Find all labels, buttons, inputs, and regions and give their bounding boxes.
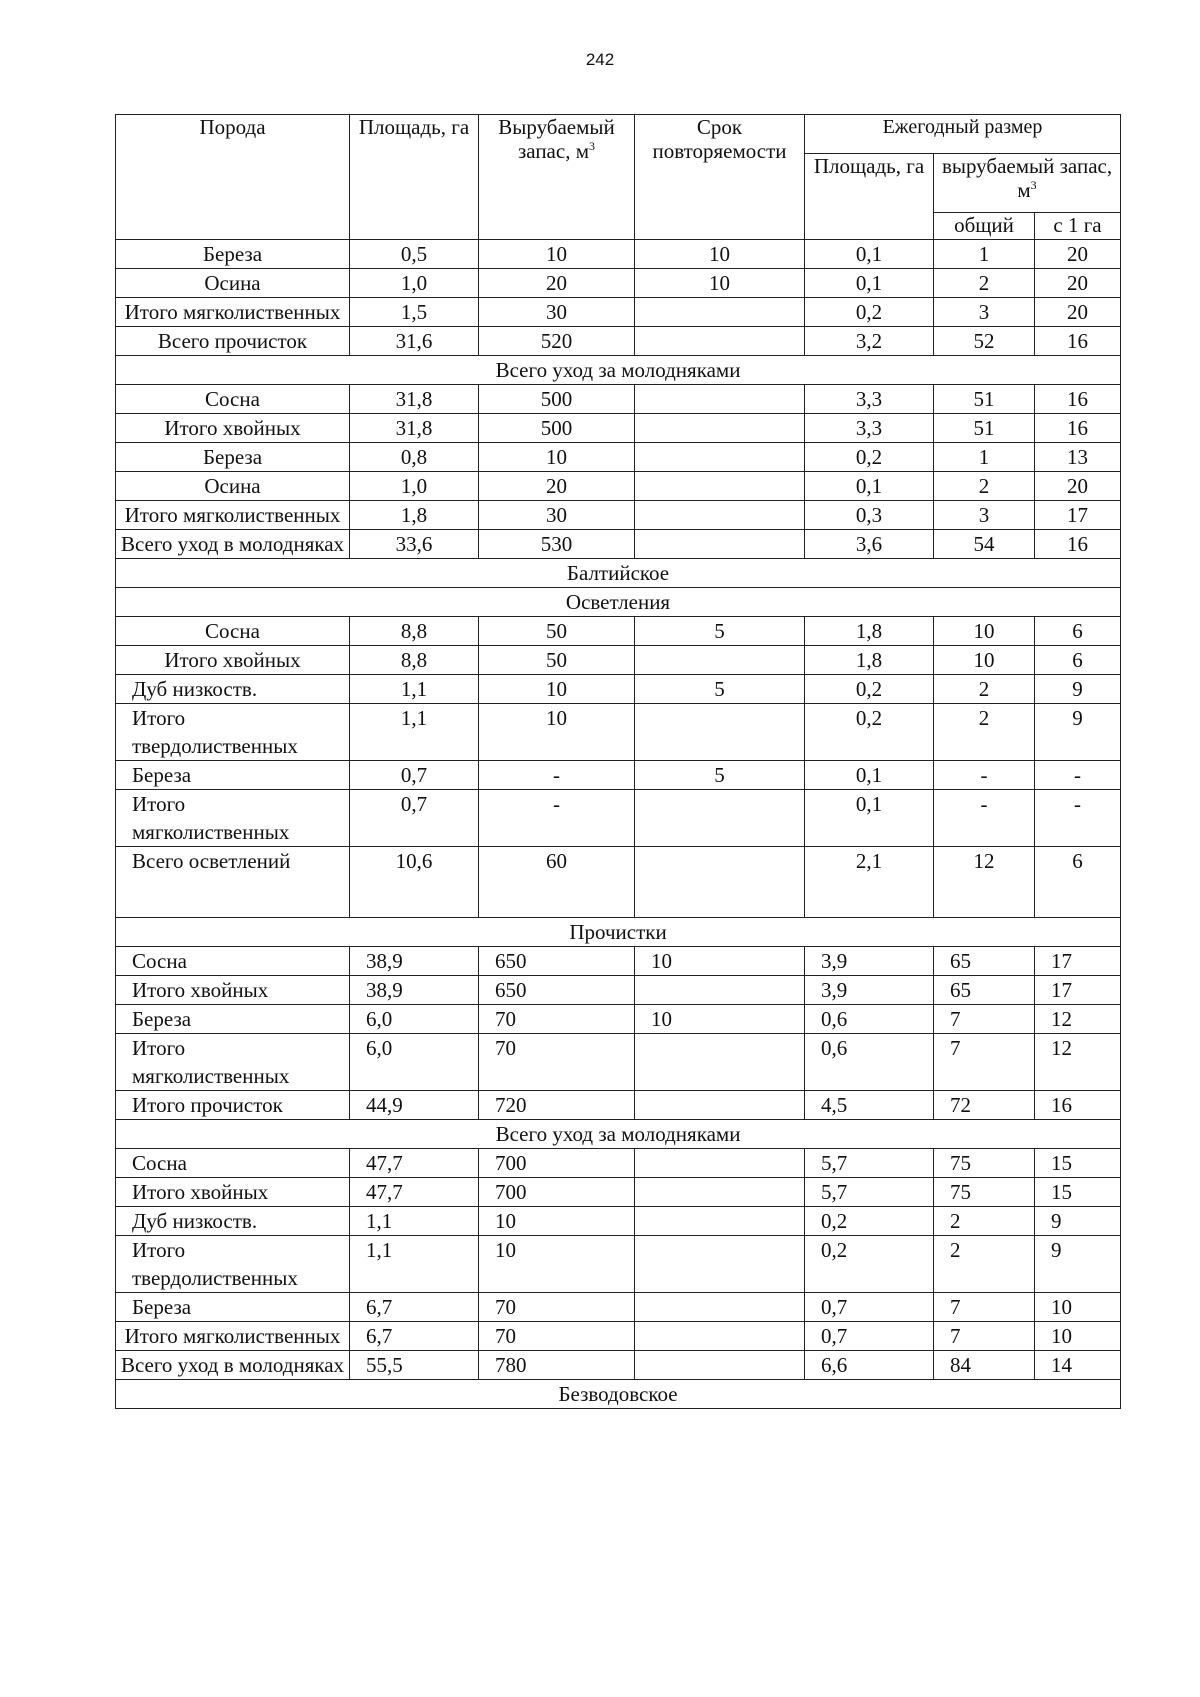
annual-total-cell: 3 — [934, 298, 1035, 327]
header-annual-total: общий — [934, 213, 1035, 240]
table-row — [116, 1149, 1121, 1178]
stock-cell: 10 — [479, 704, 635, 761]
table-row — [116, 646, 1121, 675]
annual-area-cell: 0,7 — [805, 1322, 934, 1351]
stock-cell: 10 — [479, 443, 635, 472]
table-row — [116, 1293, 1121, 1322]
breed-cell: Итого мягколиственных — [116, 790, 350, 847]
area-cell: 0,8 — [350, 443, 479, 472]
period-cell — [635, 501, 805, 530]
annual-per-ha-cell: - — [1035, 761, 1121, 790]
annual-per-ha-cell: 20 — [1035, 472, 1121, 501]
area-cell: 1,5 — [350, 298, 479, 327]
logging-table — [115, 114, 1121, 1409]
period-cell — [635, 646, 805, 675]
breed-cell: Дуб низкоств. — [116, 1207, 350, 1236]
table-row — [116, 472, 1121, 501]
header-annual-stock-label: вырубаемый запас, м — [941, 154, 1113, 202]
period-cell — [635, 1322, 805, 1351]
header-annual-stock-sup: 3 — [1030, 178, 1037, 192]
annual-total-cell: 1 — [934, 240, 1035, 269]
area-cell: 0,5 — [350, 240, 479, 269]
annual-per-ha-cell: 13 — [1035, 443, 1121, 472]
annual-area-cell: 0,2 — [805, 443, 934, 472]
annual-area-cell: 3,3 — [805, 414, 934, 443]
breed-cell: Итого хвойных — [116, 1178, 350, 1207]
annual-total-cell: 65 — [934, 947, 1035, 976]
annual-area-cell: 2,1 — [805, 847, 934, 918]
table-row — [116, 269, 1121, 298]
area-cell: 6,0 — [350, 1005, 479, 1034]
breed-cell: Всего осветлений — [116, 847, 350, 918]
period-cell — [635, 385, 805, 414]
annual-area-cell: 5,7 — [805, 1178, 934, 1207]
breed-cell: Всего уход в молодняках — [116, 530, 350, 559]
area-cell: 38,9 — [350, 947, 479, 976]
annual-area-cell: 0,1 — [805, 269, 934, 298]
annual-area-cell: 0,1 — [805, 472, 934, 501]
table-row — [116, 385, 1121, 414]
period-cell: 10 — [635, 269, 805, 298]
annual-total-cell: 2 — [934, 704, 1035, 761]
area-cell: 6,0 — [350, 1034, 479, 1091]
annual-area-cell: 6,6 — [805, 1351, 934, 1380]
annual-per-ha-cell: 16 — [1035, 530, 1121, 559]
stock-cell: 530 — [479, 530, 635, 559]
annual-area-cell: 3,6 — [805, 530, 934, 559]
stock-cell: 70 — [479, 1034, 635, 1091]
annual-total-cell: 72 — [934, 1091, 1035, 1120]
annual-total-cell: 52 — [934, 327, 1035, 356]
annual-area-cell: 3,9 — [805, 947, 934, 976]
area-cell: 31,8 — [350, 385, 479, 414]
stock-cell: 30 — [479, 298, 635, 327]
table-row — [116, 1351, 1121, 1380]
section-title: Безводовское — [116, 1380, 1121, 1409]
area-cell: 47,7 — [350, 1149, 479, 1178]
stock-cell: 70 — [479, 1322, 635, 1351]
annual-total-cell: 65 — [934, 976, 1035, 1005]
table-row — [116, 240, 1121, 269]
period-cell: 10 — [635, 1005, 805, 1034]
breed-cell: Итого хвойных — [116, 414, 350, 443]
period-cell — [635, 1091, 805, 1120]
breed-cell: Всего уход в молодняках — [116, 1351, 350, 1380]
period-cell — [635, 976, 805, 1005]
area-cell: 8,8 — [350, 617, 479, 646]
annual-area-cell: 0,1 — [805, 761, 934, 790]
annual-per-ha-cell: 15 — [1035, 1149, 1121, 1178]
annual-per-ha-cell: 10 — [1035, 1322, 1121, 1351]
annual-per-ha-cell: 9 — [1035, 675, 1121, 704]
area-cell: 1,0 — [350, 269, 479, 298]
header-period: Срок повторяемости — [635, 115, 805, 240]
stock-cell: 700 — [479, 1178, 635, 1207]
area-cell: 0,7 — [350, 761, 479, 790]
annual-area-cell: 0,6 — [805, 1005, 934, 1034]
annual-area-cell: 3,2 — [805, 327, 934, 356]
annual-total-cell: 2 — [934, 269, 1035, 298]
header-area: Площадь, га — [350, 115, 479, 240]
period-cell: 5 — [635, 617, 805, 646]
breed-cell: Итого мягколиственных — [116, 1034, 350, 1091]
area-cell: 1,1 — [350, 1236, 479, 1293]
stock-cell: 70 — [479, 1293, 635, 1322]
annual-per-ha-cell: 16 — [1035, 385, 1121, 414]
annual-per-ha-cell: 17 — [1035, 501, 1121, 530]
annual-total-cell: 10 — [934, 617, 1035, 646]
table-row — [116, 1034, 1121, 1091]
stock-cell: 650 — [479, 947, 635, 976]
period-cell — [635, 298, 805, 327]
annual-area-cell: 3,3 — [805, 385, 934, 414]
annual-area-cell: 0,6 — [805, 1034, 934, 1091]
annual-per-ha-cell: 20 — [1035, 240, 1121, 269]
annual-total-cell: 54 — [934, 530, 1035, 559]
table-header — [116, 115, 1121, 240]
breed-cell: Береза — [116, 240, 350, 269]
annual-per-ha-cell: 16 — [1035, 1091, 1121, 1120]
area-cell: 31,8 — [350, 414, 479, 443]
breed-cell: Осина — [116, 269, 350, 298]
period-cell — [635, 790, 805, 847]
section-title-row — [116, 918, 1121, 947]
stock-cell: 50 — [479, 617, 635, 646]
annual-total-cell: 2 — [934, 1207, 1035, 1236]
breed-cell: Итого хвойных — [116, 976, 350, 1005]
annual-area-cell: 1,8 — [805, 617, 934, 646]
period-cell: 10 — [635, 240, 805, 269]
breed-cell: Сосна — [116, 385, 350, 414]
annual-total-cell: 51 — [934, 414, 1035, 443]
annual-area-cell: 0,7 — [805, 1293, 934, 1322]
annual-per-ha-cell: 6 — [1035, 617, 1121, 646]
annual-total-cell: 7 — [934, 1005, 1035, 1034]
section-title-row — [116, 588, 1121, 617]
breed-cell: Итого твердолиственных — [116, 704, 350, 761]
area-cell: 44,9 — [350, 1091, 479, 1120]
annual-area-cell: 0,2 — [805, 298, 934, 327]
stock-cell: 650 — [479, 976, 635, 1005]
annual-area-cell: 0,2 — [805, 704, 934, 761]
stock-cell: 70 — [479, 1005, 635, 1034]
header-annual-area: Площадь, га — [805, 154, 934, 240]
table-row — [116, 976, 1121, 1005]
stock-cell: 500 — [479, 385, 635, 414]
section-title-row — [116, 1380, 1121, 1409]
area-cell: 31,6 — [350, 327, 479, 356]
area-cell: 0,7 — [350, 790, 479, 847]
annual-area-cell: 0,2 — [805, 1207, 934, 1236]
annual-total-cell: 2 — [934, 472, 1035, 501]
breed-cell: Дуб низкоств. — [116, 675, 350, 704]
annual-total-cell: 1 — [934, 443, 1035, 472]
period-cell — [635, 1236, 805, 1293]
stock-cell: 500 — [479, 414, 635, 443]
period-cell — [635, 1178, 805, 1207]
annual-total-cell: 3 — [934, 501, 1035, 530]
annual-per-ha-cell: 15 — [1035, 1178, 1121, 1207]
breed-cell: Береза — [116, 1293, 350, 1322]
annual-per-ha-cell: 17 — [1035, 947, 1121, 976]
period-cell — [635, 704, 805, 761]
table-row — [116, 298, 1121, 327]
table-row — [116, 761, 1121, 790]
header-annual-group: Ежегодный размер — [805, 115, 1121, 154]
breed-cell: Сосна — [116, 947, 350, 976]
annual-area-cell: 5,7 — [805, 1149, 934, 1178]
period-cell — [635, 1293, 805, 1322]
header-stock-sup: 3 — [589, 139, 595, 153]
annual-total-cell: 51 — [934, 385, 1035, 414]
area-cell: 47,7 — [350, 1178, 479, 1207]
section-title: Осветления — [116, 588, 1121, 617]
stock-cell: 30 — [479, 501, 635, 530]
stock-cell: - — [479, 761, 635, 790]
table-row — [116, 443, 1121, 472]
breed-cell: Осина — [116, 472, 350, 501]
section-title: Всего уход за молодняками — [116, 356, 1121, 385]
annual-per-ha-cell: 9 — [1035, 1236, 1121, 1293]
area-cell: 1,8 — [350, 501, 479, 530]
period-cell — [635, 1149, 805, 1178]
annual-area-cell: 0,1 — [805, 240, 934, 269]
area-cell: 1,0 — [350, 472, 479, 501]
annual-total-cell: 84 — [934, 1351, 1035, 1380]
table-row — [116, 530, 1121, 559]
annual-per-ha-cell: - — [1035, 790, 1121, 847]
period-cell — [635, 530, 805, 559]
section-title: Прочистки — [116, 918, 1121, 947]
section-title: Балтийское — [116, 559, 1121, 588]
table-row — [116, 1005, 1121, 1034]
area-cell: 55,5 — [350, 1351, 479, 1380]
breed-cell: Сосна — [116, 617, 350, 646]
table-row — [116, 327, 1121, 356]
breed-cell: Береза — [116, 443, 350, 472]
breed-cell: Береза — [116, 761, 350, 790]
annual-area-cell: 0,1 — [805, 790, 934, 847]
breed-cell: Итого хвойных — [116, 646, 350, 675]
annual-area-cell: 0,2 — [805, 675, 934, 704]
breed-cell: Итого мягколиственных — [116, 298, 350, 327]
period-cell — [635, 414, 805, 443]
area-cell: 6,7 — [350, 1293, 479, 1322]
table-body — [116, 240, 1121, 1409]
annual-per-ha-cell: 12 — [1035, 1005, 1121, 1034]
annual-per-ha-cell: 16 — [1035, 414, 1121, 443]
period-cell — [635, 1207, 805, 1236]
annual-per-ha-cell: 6 — [1035, 847, 1121, 918]
stock-cell: 10 — [479, 1207, 635, 1236]
annual-total-cell: 75 — [934, 1178, 1035, 1207]
area-cell: 1,1 — [350, 675, 479, 704]
annual-per-ha-cell: 20 — [1035, 269, 1121, 298]
annual-total-cell: - — [934, 790, 1035, 847]
table-row — [116, 617, 1121, 646]
table-row — [116, 704, 1121, 761]
annual-total-cell: 75 — [934, 1149, 1035, 1178]
annual-total-cell: 7 — [934, 1322, 1035, 1351]
header-stock-label: Вырубаемый запас, м — [498, 115, 615, 163]
annual-per-ha-cell: 14 — [1035, 1351, 1121, 1380]
table-row — [116, 1091, 1121, 1120]
header-annual-stock — [934, 154, 1121, 213]
annual-area-cell: 4,5 — [805, 1091, 934, 1120]
area-cell: 10,6 — [350, 847, 479, 918]
annual-total-cell: 10 — [934, 646, 1035, 675]
annual-per-ha-cell: 17 — [1035, 976, 1121, 1005]
area-cell: 33,6 — [350, 530, 479, 559]
period-cell — [635, 327, 805, 356]
header-stock — [479, 115, 635, 240]
table-row — [116, 1236, 1121, 1293]
header-annual-per-ha: с 1 га — [1035, 213, 1121, 240]
breed-cell: Итого твердолиственных — [116, 1236, 350, 1293]
stock-cell: 520 — [479, 327, 635, 356]
annual-total-cell: 2 — [934, 1236, 1035, 1293]
stock-cell: 720 — [479, 1091, 635, 1120]
breed-cell: Береза — [116, 1005, 350, 1034]
breed-cell: Всего прочисток — [116, 327, 350, 356]
annual-total-cell: - — [934, 761, 1035, 790]
period-cell — [635, 443, 805, 472]
table-row — [116, 414, 1121, 443]
section-title-row — [116, 559, 1121, 588]
table-row — [116, 501, 1121, 530]
period-cell: 10 — [635, 947, 805, 976]
area-cell: 8,8 — [350, 646, 479, 675]
annual-per-ha-cell: 10 — [1035, 1293, 1121, 1322]
stock-cell: 10 — [479, 675, 635, 704]
area-cell: 6,7 — [350, 1322, 479, 1351]
annual-per-ha-cell: 12 — [1035, 1034, 1121, 1091]
stock-cell: 60 — [479, 847, 635, 918]
stock-cell: 10 — [479, 1236, 635, 1293]
stock-cell: - — [479, 790, 635, 847]
annual-per-ha-cell: 9 — [1035, 1207, 1121, 1236]
annual-per-ha-cell: 16 — [1035, 327, 1121, 356]
breed-cell: Итого мягколиственных — [116, 501, 350, 530]
stock-cell: 20 — [479, 472, 635, 501]
annual-area-cell: 3,9 — [805, 976, 934, 1005]
stock-cell: 700 — [479, 1149, 635, 1178]
table-row — [116, 847, 1121, 918]
section-title-row — [116, 356, 1121, 385]
area-cell: 38,9 — [350, 976, 479, 1005]
table-row — [116, 1178, 1121, 1207]
period-cell — [635, 1034, 805, 1091]
stock-cell: 10 — [479, 240, 635, 269]
header-breed: Порода — [116, 115, 350, 240]
stock-cell: 50 — [479, 646, 635, 675]
area-cell: 1,1 — [350, 704, 479, 761]
annual-total-cell: 7 — [934, 1034, 1035, 1091]
table-row — [116, 675, 1121, 704]
section-title-row — [116, 1120, 1121, 1149]
stock-cell: 780 — [479, 1351, 635, 1380]
annual-area-cell: 1,8 — [805, 646, 934, 675]
section-title: Всего уход за молодняками — [116, 1120, 1121, 1149]
table-row — [116, 1322, 1121, 1351]
period-cell — [635, 1351, 805, 1380]
annual-total-cell: 7 — [934, 1293, 1035, 1322]
period-cell — [635, 472, 805, 501]
breed-cell: Итого мягколиственных — [116, 1322, 350, 1351]
annual-area-cell: 0,3 — [805, 501, 934, 530]
period-cell — [635, 847, 805, 918]
page-number: 242 — [585, 50, 615, 69]
annual-area-cell: 0,2 — [805, 1236, 934, 1293]
annual-per-ha-cell: 9 — [1035, 704, 1121, 761]
table-row — [116, 790, 1121, 847]
annual-per-ha-cell: 6 — [1035, 646, 1121, 675]
period-cell: 5 — [635, 675, 805, 704]
stock-cell: 20 — [479, 269, 635, 298]
breed-cell: Итого прочисток — [116, 1091, 350, 1120]
table-row — [116, 1207, 1121, 1236]
period-cell: 5 — [635, 761, 805, 790]
annual-total-cell: 2 — [934, 675, 1035, 704]
annual-per-ha-cell: 20 — [1035, 298, 1121, 327]
annual-total-cell: 12 — [934, 847, 1035, 918]
table-row — [116, 947, 1121, 976]
area-cell: 1,1 — [350, 1207, 479, 1236]
breed-cell: Сосна — [116, 1149, 350, 1178]
